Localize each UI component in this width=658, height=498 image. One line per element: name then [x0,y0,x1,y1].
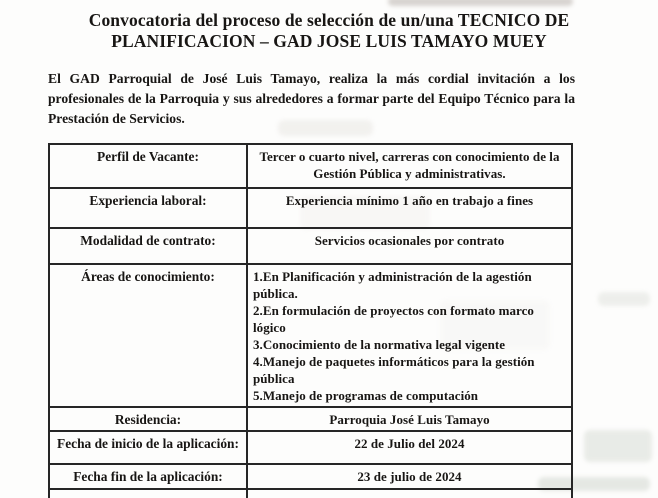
row-value [247,489,572,498]
table-row [49,264,572,407]
row-value: Servicios ocasionales por contrato [247,228,572,264]
scan-bleed-artifact [598,292,650,306]
row-value-line: 2.En formulación de proyectos con formato marco lógico [253,303,534,335]
row-label: Fecha de inicio de la aplicación: [49,431,247,464]
row-label [49,489,247,498]
row-label: Residencia: [49,407,247,431]
vacancy-table-body [49,144,572,498]
table-row [49,144,572,188]
row-label: Perfil de Vacante: [49,144,247,188]
table-row [49,464,572,489]
row-value: 22 de Julio del 2024 [247,431,572,464]
row-value [247,264,572,407]
row-label: Fecha fin de la aplicación: [49,464,247,489]
table-row-partial [49,489,572,498]
row-value: Tercer o cuarto nivel, carreras con conocimiento de la Gestión Pública y administrativas. [247,144,572,188]
row-value-line: 4.Manejo de paquetes informáticos para la gestión pública [253,354,535,386]
row-label: Áreas de conocimiento: [49,264,247,407]
title-line-1: Convocatoria del proceso de selección de un/una TECNICO DE [88,10,570,30]
row-value-line: 3.Conocimiento de la normativa legal vigente [253,337,506,352]
row-value: Parroquia José Luis Tamayo [247,407,572,431]
row-label: Experiencia laboral: [49,188,247,228]
scan-bleed-artifact [388,0,573,6]
row-value-line: 1.En Planificación y administración de la agestión pública. [253,269,532,301]
title-line-2: PLANIFICACION – GAD JOSE LUIS TAMAYO MUEY [111,31,547,51]
row-value-line: 5.Manejo de programas de computación [253,388,479,403]
vacancy-table [48,143,573,498]
row-value: Experiencia mínimo 1 año en trabajo a fines [247,188,572,228]
table-row [49,407,572,431]
document-title [0,10,658,52]
intro-paragraph: El GAD Parroquial de José Luis Tamayo, realiza la más cordial invitación a los profesionales de la Parroquia y sus alrededores a formar parte del Equipo Técnico para la Prestación de Servicios. [48,71,575,126]
row-value: 23 de julio de 2024 [247,464,572,489]
row-label: Modalidad de contrato: [49,228,247,264]
scan-bleed-artifact [584,430,652,462]
table-row [49,228,572,264]
table-row [49,431,572,464]
table-row [49,188,572,228]
